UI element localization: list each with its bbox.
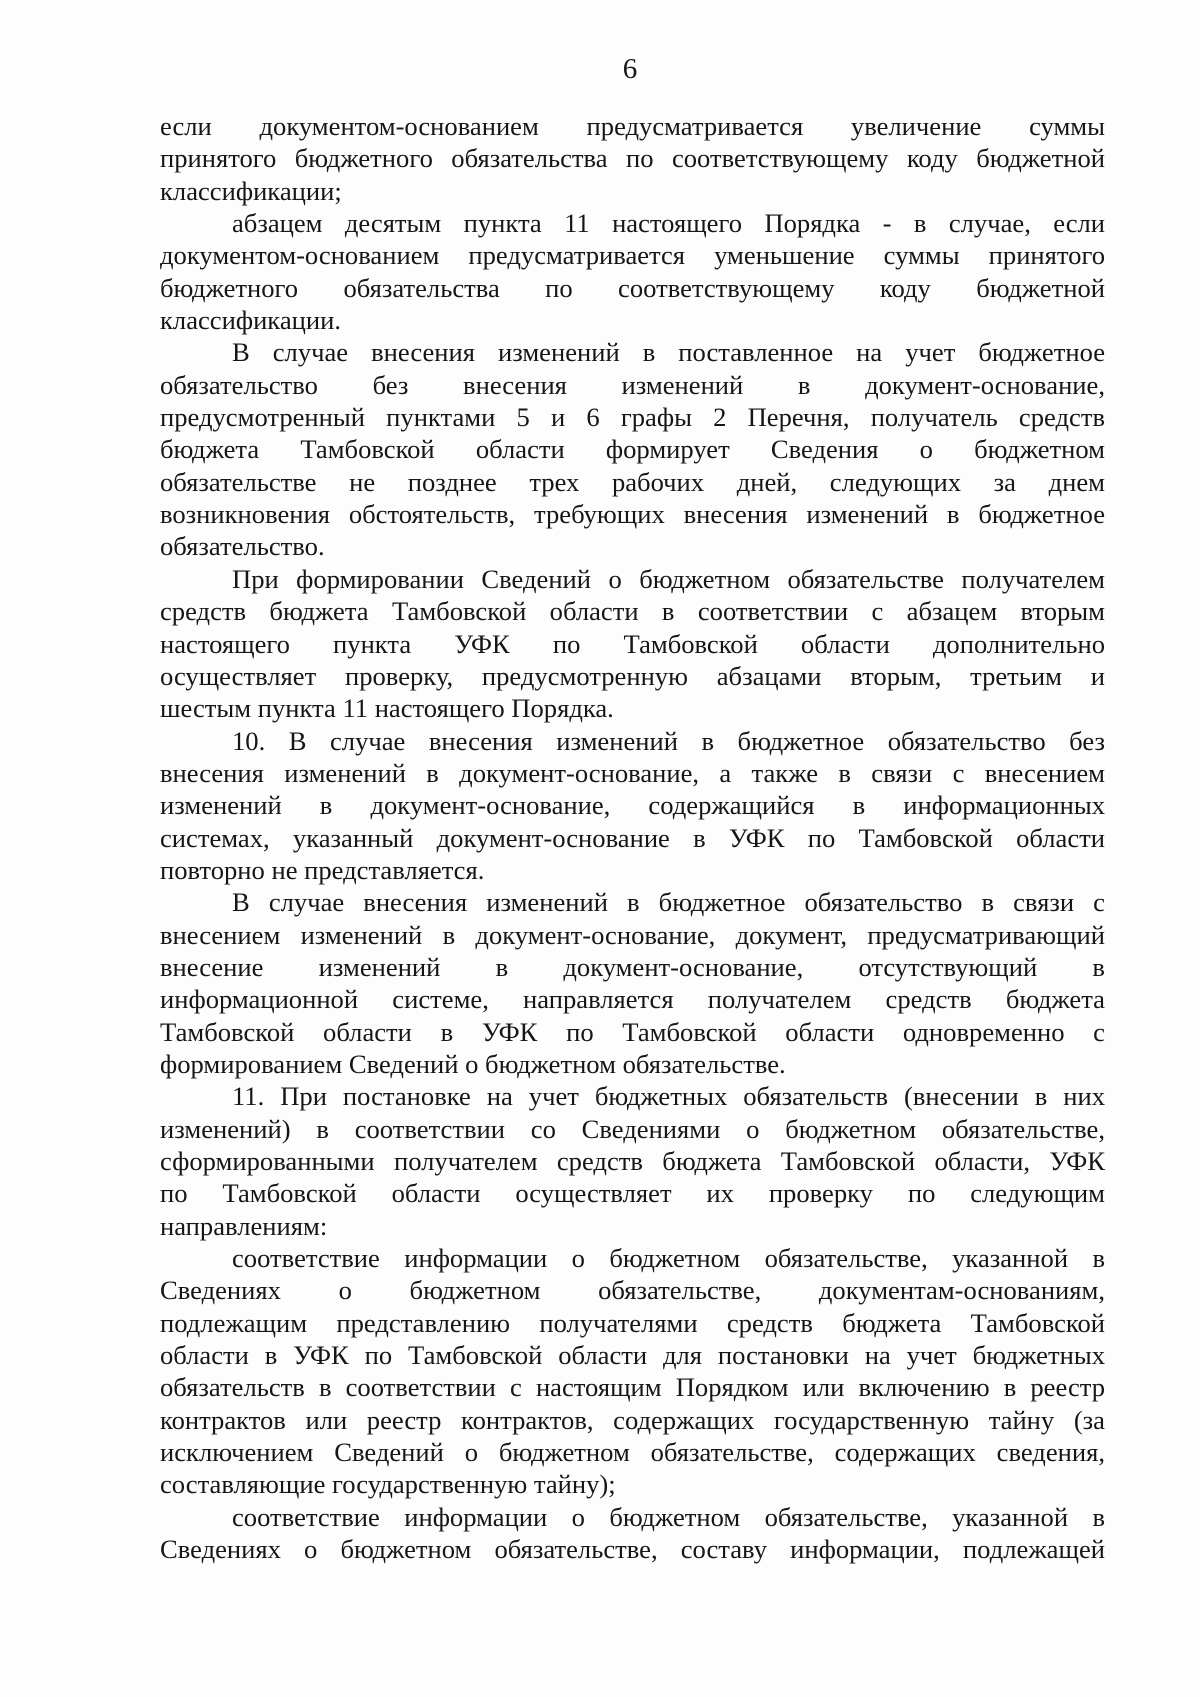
text-line: обязательстве не позднее трех рабочих дней, следующих за днем (160, 466, 1105, 497)
text-line: составляющие государственную тайну); (160, 1469, 616, 1500)
text-line: подлежащим представлению получателями средств бюджета Тамбовской (160, 1307, 1105, 1338)
text-line: Сведениях о бюджетном обязательстве, составу информации, подлежащей (160, 1534, 1105, 1565)
text-line: контрактов или реестр контрактов, содержащих государственную тайну (за (160, 1404, 1105, 1435)
text-line: направлениям: (160, 1210, 328, 1241)
text-line: абзацем десятым пункта 11 настоящего Порядка - в случае, если (232, 208, 1105, 239)
text-line: В случае внесения изменений в поставленное на учет бюджетное (232, 337, 1105, 368)
text-line: Тамбовской области в УФК по Тамбовской области одновременно с (160, 1016, 1105, 1047)
text-line: изменений) в соответствии со Сведениями о бюджетном обязательстве, (160, 1113, 1105, 1144)
text-line: информационной системе, направляется получателем средств бюджета (160, 984, 1105, 1015)
text-line: При формировании Сведений о бюджетном обязательстве получателем (232, 563, 1105, 594)
text-line: повторно не представляется. (160, 854, 485, 885)
text-line: 10. В случае внесения изменений в бюджетное обязательство без (232, 725, 1105, 756)
text-line: по Тамбовской области осуществляет их проверку по следующим (160, 1178, 1105, 1209)
text-line: обязательство без внесения изменений в документ-основание, (160, 369, 1105, 400)
text-line: внесение изменений в документ-основание, отсутствующий в (160, 951, 1105, 982)
text-line: настоящего пункта УФК по Тамбовской области дополнительно (160, 628, 1105, 659)
text-line: формированием Сведений о бюджетном обязательстве. (160, 1048, 786, 1079)
text-line: Сведениях о бюджетном обязательстве, документам-основаниям, (160, 1275, 1105, 1306)
text-line: классификации; (160, 175, 342, 206)
text-line: принятого бюджетного обязательства по соответствующему коду бюджетной (160, 143, 1105, 174)
page-number: 6 (622, 53, 638, 85)
text-line: сформированными получателем средств бюджета Тамбовской области, УФК (160, 1146, 1105, 1176)
text-line: обязательств в соответствии с настоящим Порядком или включению в реестр (160, 1372, 1105, 1403)
text-line: внесением изменений в документ-основание, документ, предусматривающий (160, 919, 1105, 950)
text-line: исключением Сведений о бюджетном обязательстве, содержащих сведения, (160, 1437, 1105, 1468)
document-body (160, 110, 1105, 1565)
text-line: предусмотренный пунктами 5 и 6 графы 2 Перечня, получатель средств (160, 402, 1105, 433)
text-line: классификации. (160, 305, 341, 336)
text-line: документом-основанием предусматривается уменьшение суммы принятого (160, 240, 1105, 271)
text-line: внесения изменений в документ-основание, а также в связи с внесением (160, 757, 1105, 788)
text-line: области в УФК по Тамбовской области для постановки на учет бюджетных (160, 1340, 1105, 1371)
text-line: обязательство. (160, 531, 325, 562)
text-line: возникновения обстоятельств, требующих внесения изменений в бюджетное (160, 499, 1105, 530)
text-line: соответствие информации о бюджетном обязательстве, указанной в (232, 1243, 1105, 1274)
text-line: соответствие информации о бюджетном обязательстве, указанной в (232, 1501, 1105, 1532)
text-line: В случае внесения изменений в бюджетное обязательство в связи с (232, 887, 1105, 918)
text-line: шестым пункта 11 настоящего Порядка. (160, 693, 614, 724)
text-line: бюджета Тамбовской области формирует Сведения о бюджетном (160, 434, 1105, 465)
text-line: если документом-основанием предусматривается увеличение суммы (160, 111, 1105, 141)
text-line: системах, указанный документ-основание в УФК по Тамбовской области (160, 822, 1105, 853)
text-line: осуществляет проверку, предусмотренную абзацами вторым, третьим и (160, 660, 1105, 691)
text-line: средств бюджета Тамбовской области в соответствии с абзацем вторым (160, 596, 1105, 627)
text-line: 11. При постановке на учет бюджетных обязательств (внесении в них (232, 1081, 1105, 1112)
text-line: бюджетного обязательства по соответствующему коду бюджетной (160, 272, 1105, 303)
text-line: изменений в документ-основание, содержащийся в информационных (160, 790, 1105, 821)
